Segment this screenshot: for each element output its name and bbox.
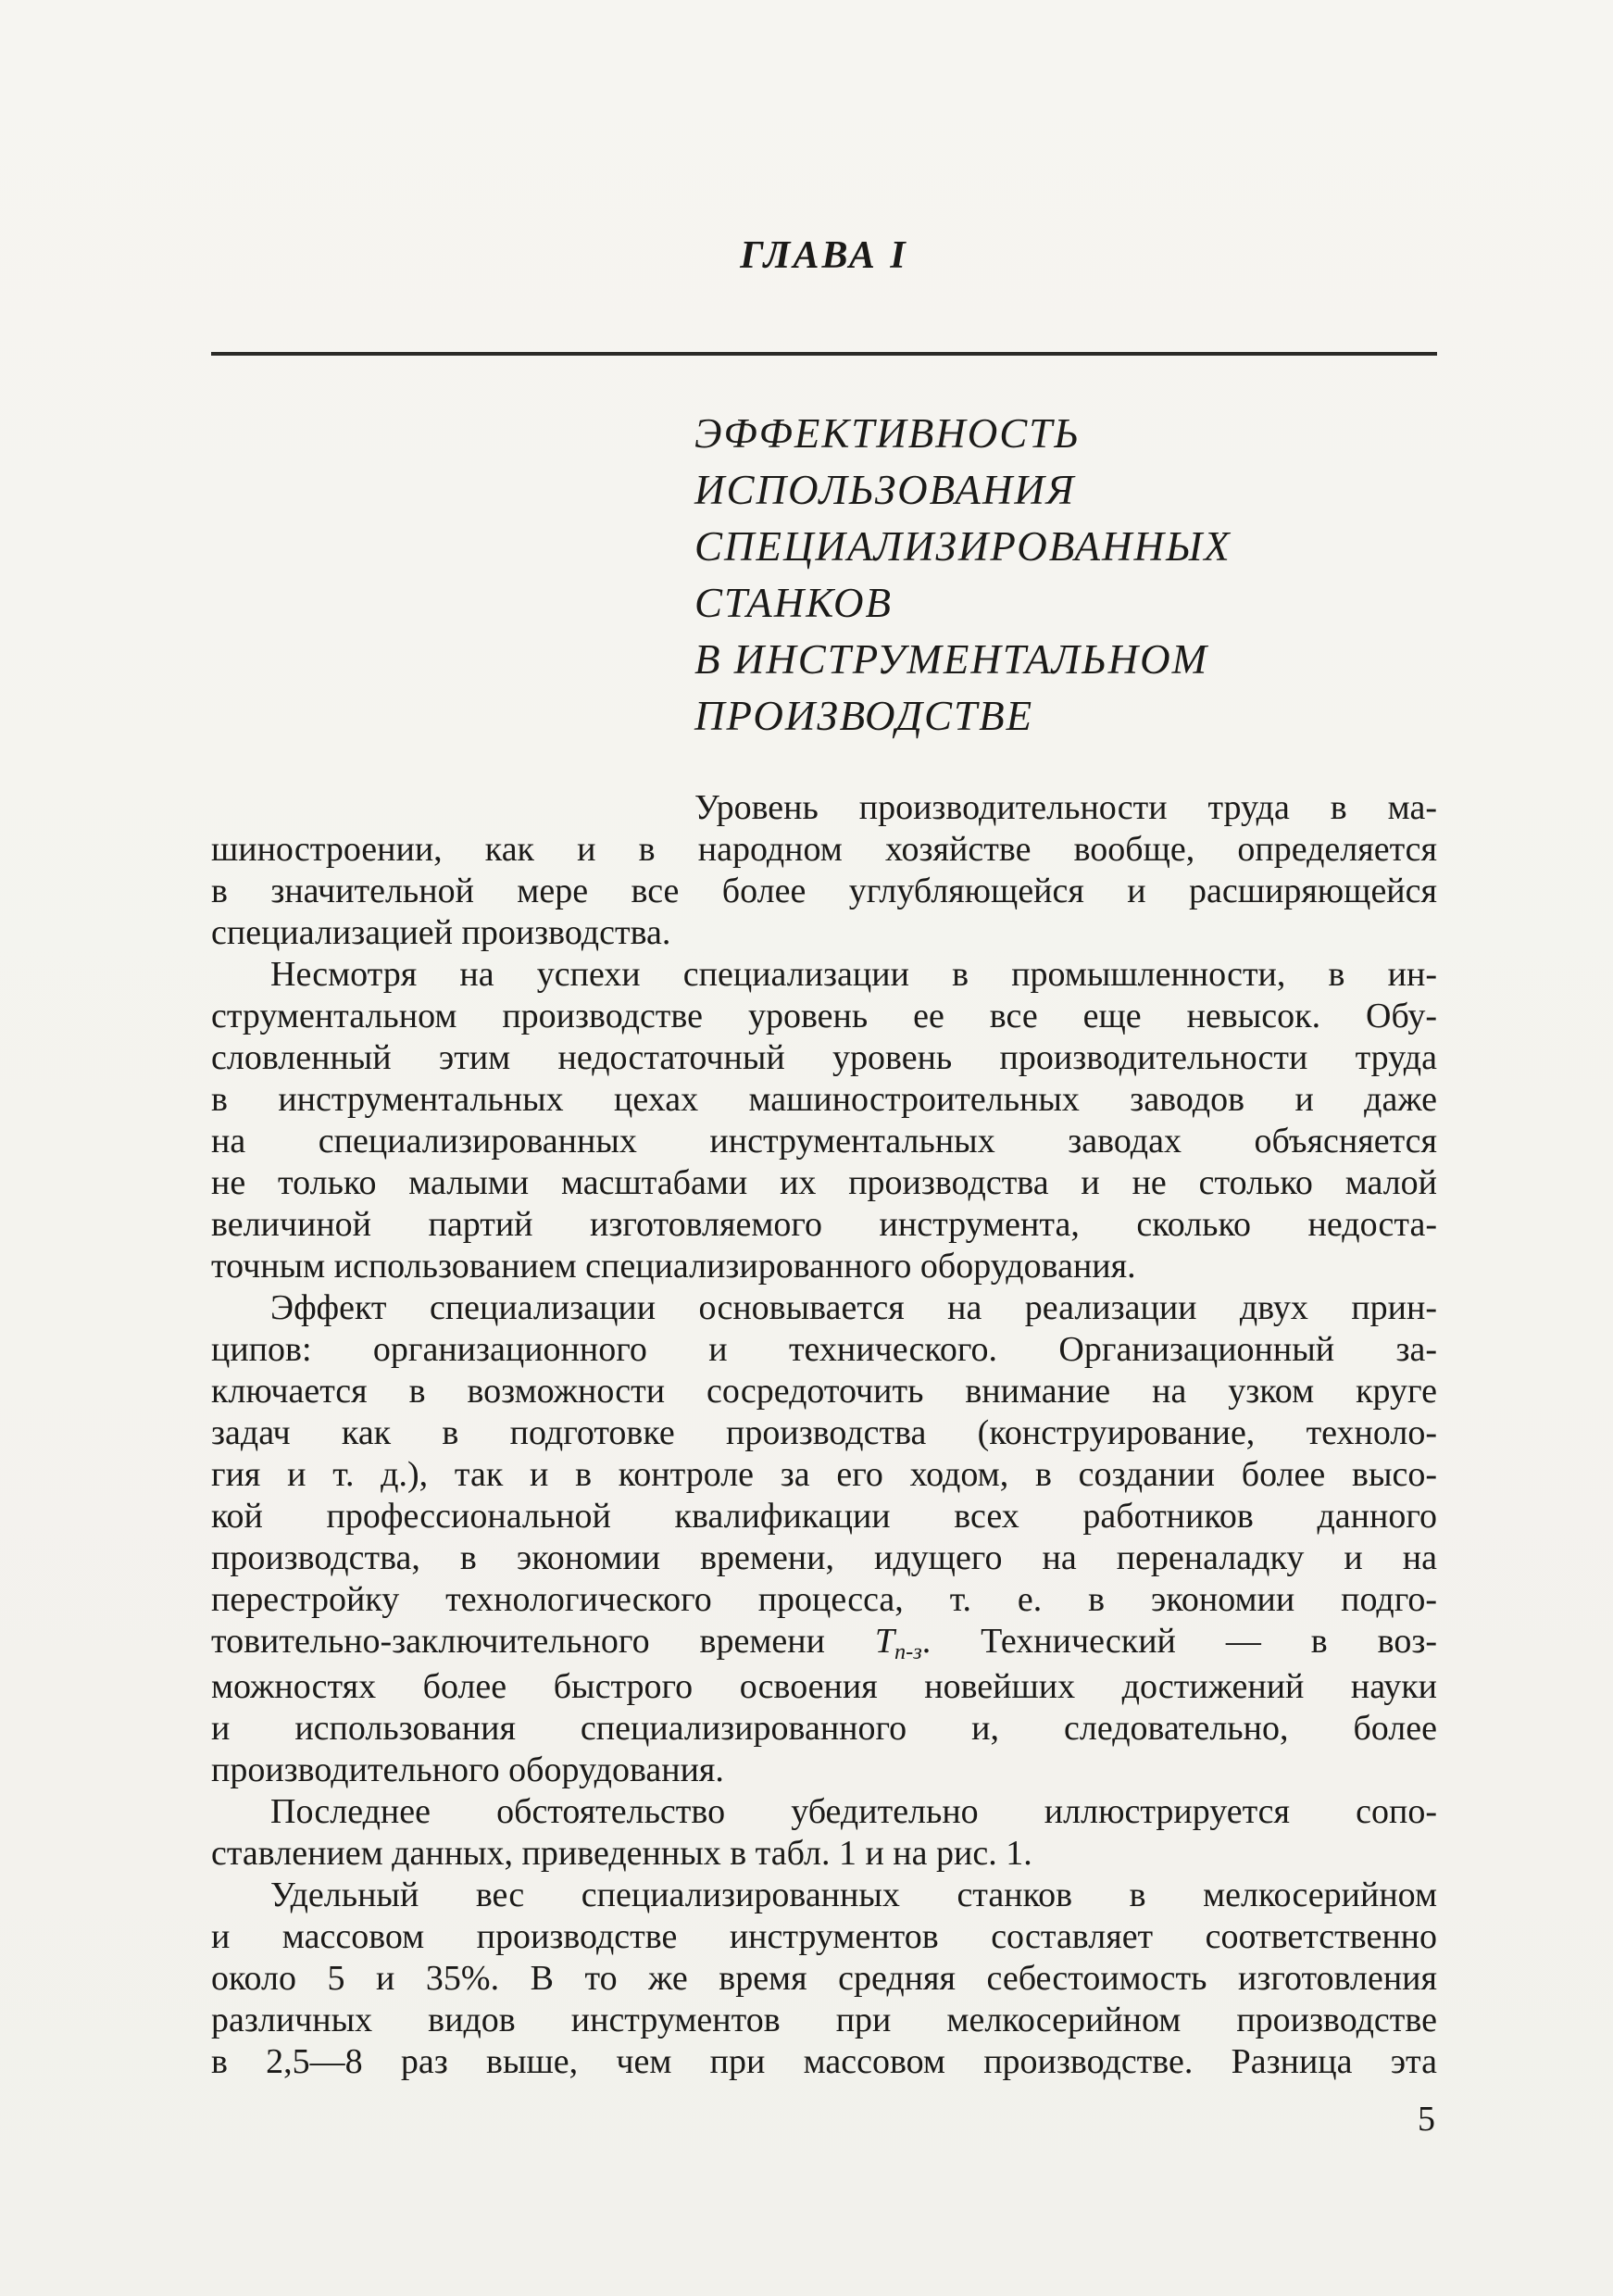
text-segment: шиностроении, как и в народном хозяйстве вообще, определяется [211, 830, 1437, 869]
paragraph [211, 954, 1437, 1287]
text-line [211, 1246, 1437, 1287]
text-segment: словленный этим недостаточный уровень производительности труда [211, 1038, 1437, 1077]
text-segment: точным использованием специализированного оборудования. [211, 1247, 1136, 1286]
text-segment: производства, в экономии времени, идущего на переналадку и на [211, 1538, 1437, 1577]
text-segment: в значительной мере все более углубляющейся и расширяющейся [211, 872, 1437, 910]
text-line [211, 1958, 1437, 2000]
text-segment: кой профессиональной квалификации всех работников данного [211, 1497, 1437, 1536]
section-title-line: ЭФФЕКТИВНОСТЬ [694, 410, 1081, 457]
text-segment: гия и т. д.), так и в контроле за его ходом, в создании более высо- [211, 1455, 1437, 1494]
text-segment: Удельный вес специализированных станков в мелкосерийном [270, 1876, 1437, 1914]
text-line [211, 871, 1437, 912]
text-line [211, 912, 1437, 954]
text-segment: производительного оборудования. [211, 1750, 724, 1789]
text-line [211, 1204, 1437, 1246]
text-segment: различных видов инструментов при мелкосерийном производстве [211, 2001, 1437, 2039]
paragraph [211, 1287, 1437, 1791]
formula-token: Т [874, 1622, 894, 1661]
text-line [211, 1708, 1437, 1750]
text-segment: задач как в подготовке производства (конструирование, техноло- [211, 1413, 1437, 1452]
text-line [211, 1666, 1437, 1708]
section-title-line: СТАНКОВ [694, 580, 893, 626]
text-segment: ставлением данных, приведенных в табл. 1 и на рис. 1. [211, 1834, 1032, 1873]
text-line [211, 1162, 1437, 1204]
text-segment: не только малыми масштабами их производства и не столько малой [211, 1163, 1437, 1202]
text-segment: Эффект специализации основывается на реализации двух прин- [270, 1288, 1437, 1327]
section-title-line: ИСПОЛЬЗОВАНИЯ [694, 467, 1076, 513]
text-line [211, 2041, 1437, 2083]
text-segment: на специализированных инструментальных заводах объясняется [211, 1122, 1437, 1161]
text-segment: ципов: организационного и технического. Организационный за- [211, 1330, 1437, 1369]
text-segment: Несмотря на успехи специализации в промышленности, в ин- [270, 955, 1437, 994]
text-line [211, 1287, 1437, 1329]
chapter-heading: ГЛАВА I [740, 234, 908, 277]
section-title-line: ПРОИЗВОДСТВЕ [694, 693, 1034, 739]
paragraph [211, 1875, 1437, 2083]
text-segment: и массовом производстве инструментов составляет соответственно [211, 1917, 1437, 1956]
text-segment: и использования специализированного и, следовательно, более [211, 1709, 1437, 1748]
text-segment: . Технический — в воз- [921, 1622, 1437, 1661]
text-segment: Уровень производительности труда в ма- [694, 788, 1437, 827]
text-segment: товительно-заключительного времени [211, 1622, 875, 1661]
text-line [211, 1916, 1437, 1958]
section-title [694, 406, 1232, 745]
text-line [211, 1037, 1437, 1079]
chapter-rule [211, 352, 1437, 356]
text-line [211, 1371, 1437, 1412]
text-line [211, 954, 1437, 996]
text-segment: ключается в возможности сосредоточить внимание на узком круге [211, 1372, 1437, 1411]
text-line [211, 1750, 1437, 1791]
text-line [211, 2000, 1437, 2041]
text-line [211, 829, 1437, 871]
text-line [211, 1833, 1437, 1875]
text-segment: Последнее обстоятельство убедительно иллюстрируется сопо- [270, 1792, 1437, 1831]
text-line [211, 1079, 1437, 1121]
text-segment: в 2,5—8 раз выше, чем при массовом производстве. Разница эта [211, 2042, 1437, 2081]
text-line [211, 1537, 1437, 1579]
formula-token: п-з [894, 1638, 922, 1664]
text-segment: величиной партий изготовляемого инструмента, сколько недоста- [211, 1205, 1437, 1244]
section-title-line: СПЕЦИАЛИЗИРОВАННЫХ [694, 523, 1232, 570]
text-line [211, 1454, 1437, 1496]
text-line [211, 1621, 1437, 1666]
paragraph [211, 1791, 1437, 1875]
text-line [211, 1412, 1437, 1454]
text-line [211, 1875, 1437, 1916]
text-line [211, 1121, 1437, 1162]
text-segment: можностях более быстрого освоения новейших достижений науки [211, 1667, 1437, 1706]
text-line [211, 996, 1437, 1037]
text-line [211, 1579, 1437, 1621]
text-segment: перестройку технологического процесса, т. е. в экономии подго- [211, 1580, 1437, 1619]
text-segment: специализацией производства. [211, 913, 671, 952]
text-line [211, 1496, 1437, 1537]
body-text [211, 787, 1437, 2083]
text-line [211, 1791, 1437, 1833]
text-line [211, 787, 1437, 829]
text-segment: в инструментальных цехах машиностроительных заводов и даже [211, 1080, 1437, 1119]
text-line [211, 1329, 1437, 1371]
paragraph [211, 787, 1437, 954]
text-segment: около 5 и 35%. В то же время средняя себестоимость изготовления [211, 1959, 1437, 1998]
section-title-line: В ИНСТРУМЕНТАЛЬНОМ [694, 636, 1209, 683]
text-segment: струментальном производстве уровень ее все еще невысок. Обу- [211, 997, 1437, 1035]
page-number: 5 [1418, 2100, 1435, 2139]
